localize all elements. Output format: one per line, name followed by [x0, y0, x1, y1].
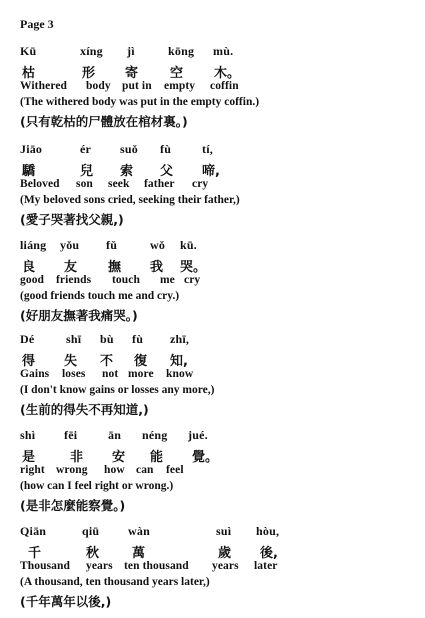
chinese-char: 索	[120, 164, 134, 179]
pinyin-word: Kū	[20, 44, 37, 58]
stanza-2	[20, 142, 415, 226]
pinyin-line	[20, 428, 415, 446]
gloss-word: years	[86, 560, 113, 572]
chinese-char: 後,	[260, 546, 278, 561]
gloss-word: later	[254, 560, 278, 572]
pinyin-word: kū.	[180, 238, 197, 252]
pinyin-word: shī	[66, 332, 82, 346]
chinese-char: 失	[64, 354, 78, 369]
chinese-char: 撫	[108, 260, 122, 275]
gloss-word: more	[128, 368, 154, 380]
pinyin-word: yǒu	[60, 238, 80, 252]
pinyin-word: Qiān	[20, 524, 47, 538]
chinese-char: 不	[100, 354, 114, 369]
pinyin-word: fēi	[64, 428, 78, 442]
chinese-char: 啼,	[202, 164, 220, 179]
pinyin-word: wǒ	[150, 238, 166, 252]
pinyin-word: ān	[108, 428, 122, 442]
pinyin-word: jué.	[188, 428, 208, 442]
pinyin-word: liáng	[20, 238, 47, 252]
pinyin-word: suì	[216, 524, 232, 538]
gloss-word: me	[160, 274, 175, 286]
pinyin-word: wàn	[128, 524, 150, 538]
pinyin-line	[20, 142, 415, 160]
chinese-characters-line	[20, 350, 415, 368]
chinese-char: 木。	[214, 66, 241, 81]
chinese-char: 形	[82, 66, 96, 81]
word-gloss-line	[20, 274, 415, 290]
stanza-4	[20, 332, 415, 416]
chinese-char: 是	[22, 450, 36, 465]
gloss-word: wrong	[56, 464, 88, 476]
chinese-translation: (愛子哭著找父親,)	[20, 212, 124, 227]
chinese-char: 萬	[132, 546, 146, 561]
pinyin-line	[20, 44, 415, 62]
gloss-word: body	[86, 80, 111, 92]
chinese-characters-line	[20, 256, 415, 274]
chinese-char: 枯	[22, 66, 36, 81]
gloss-word: empty	[164, 80, 196, 92]
word-gloss-line	[20, 368, 415, 384]
chinese-char: 友	[64, 260, 78, 275]
word-gloss-line	[20, 464, 415, 480]
english-translation: (A thousand, ten thousand years later,)	[20, 576, 210, 588]
pinyin-word: néng	[142, 428, 168, 442]
pinyin-word: jì	[127, 44, 135, 58]
chinese-char: 驕	[22, 164, 36, 179]
english-translation: (The withered body was put in the empty coffin.)	[20, 96, 260, 108]
word-gloss-line	[20, 178, 415, 194]
pinyin-word: kōng	[168, 44, 195, 58]
pinyin-word: suǒ	[120, 142, 138, 156]
pinyin-line	[20, 524, 415, 542]
pinyin-word: fǔ	[106, 238, 118, 252]
pinyin-word: tí,	[202, 142, 213, 156]
gloss-word: ten thousand	[124, 560, 189, 572]
stanza-1	[20, 44, 415, 128]
chinese-translation: (生前的得失不再知道,)	[20, 402, 149, 417]
english-translation: (I don't know gains or losses any more,)	[20, 384, 215, 396]
chinese-characters-line	[20, 446, 415, 464]
pinyin-word: ér	[80, 142, 92, 156]
gloss-word: Beloved	[20, 178, 60, 190]
chinese-char: 兒	[80, 164, 94, 179]
stanza-5	[20, 428, 415, 512]
chinese-char: 良	[22, 260, 36, 275]
chinese-char: 秋	[86, 546, 100, 561]
chinese-char: 非	[70, 450, 84, 465]
pinyin-word: shì	[20, 428, 36, 442]
pinyin-word: Dé	[20, 332, 35, 346]
page-number: Page 3	[20, 17, 54, 31]
gloss-word: know	[166, 368, 194, 380]
word-gloss-line	[20, 80, 415, 96]
pinyin-line	[20, 332, 415, 350]
gloss-word: years	[212, 560, 239, 572]
gloss-word: Withered	[20, 80, 68, 92]
chinese-char: 得	[22, 354, 36, 369]
chinese-char: 歲	[218, 546, 232, 561]
gloss-word: seek	[108, 178, 130, 190]
word-gloss-line	[20, 560, 415, 576]
gloss-word: Gains	[20, 368, 50, 380]
gloss-word: cry	[192, 178, 209, 190]
chinese-char: 千	[28, 546, 42, 561]
gloss-word: feel	[166, 464, 184, 476]
english-translation: (good friends touch me and cry.)	[20, 290, 180, 302]
chinese-char: 父	[160, 164, 174, 179]
chinese-char: 安	[112, 450, 126, 465]
chinese-char: 覺。	[192, 450, 219, 465]
chinese-char: 能	[150, 450, 164, 465]
chinese-char: 知,	[170, 354, 188, 369]
chinese-translation: (是非怎麼能察覺。)	[20, 498, 126, 513]
pinyin-word: Jiāo	[20, 142, 43, 156]
chinese-char: 寄	[125, 66, 139, 81]
chinese-translation: (只有乾枯的尸體放在棺材裏。)	[20, 114, 188, 129]
gloss-word: can	[136, 464, 154, 476]
gloss-word: put in	[122, 80, 152, 92]
gloss-word: father	[144, 178, 175, 190]
chinese-char: 哭。	[180, 260, 207, 275]
chinese-char: 空	[170, 66, 184, 81]
gloss-word: right	[20, 464, 45, 476]
pinyin-word: qiū	[82, 524, 100, 538]
gloss-word: loses	[62, 368, 86, 380]
pinyin-word: mù.	[213, 44, 234, 58]
gloss-word: Thousand	[20, 560, 71, 572]
pinyin-word: fù	[132, 332, 144, 346]
chinese-characters-line	[20, 62, 415, 80]
chinese-characters-line	[20, 160, 415, 178]
stanza-6	[20, 524, 415, 608]
gloss-word: not	[102, 368, 119, 380]
gloss-word: good	[20, 274, 45, 286]
gloss-word: friends	[56, 274, 92, 286]
english-translation: (how can I feel right or wrong.)	[20, 480, 174, 492]
chinese-translation: (好朋友撫著我痛哭。)	[20, 308, 138, 323]
gloss-word: how	[104, 464, 125, 476]
gloss-word: touch	[112, 274, 140, 286]
chinese-translation: (千年萬年以後,)	[20, 594, 112, 609]
pinyin-word: fù	[160, 142, 172, 156]
pinyin-word: hòu,	[256, 524, 280, 538]
pinyin-word: bù	[100, 332, 114, 346]
gloss-word: coffin	[210, 80, 239, 92]
chinese-char: 我	[150, 260, 164, 275]
chinese-characters-line	[20, 542, 415, 560]
english-translation: (My beloved sons cried, seeking their father,)	[20, 194, 240, 206]
gloss-word: cry	[184, 274, 201, 286]
pinyin-word: zhī,	[170, 332, 190, 346]
gloss-word: son	[76, 178, 93, 190]
pinyin-line	[20, 238, 415, 256]
chinese-char: 復	[134, 354, 148, 369]
stanza-3	[20, 238, 415, 322]
pinyin-word: xíng	[80, 44, 103, 58]
